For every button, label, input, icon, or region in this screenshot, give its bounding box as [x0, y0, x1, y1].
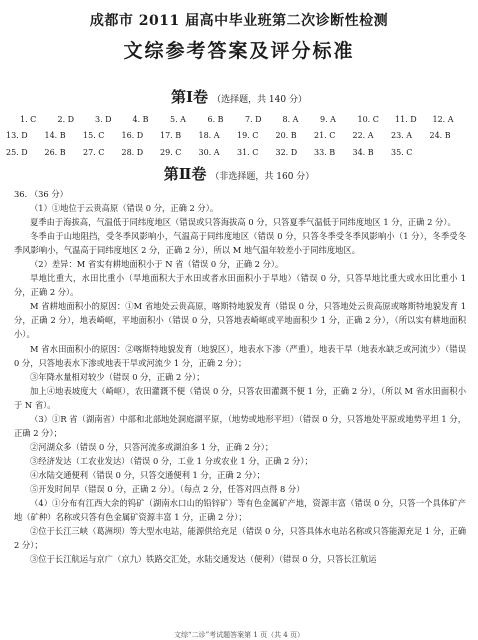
answer-item: 28. D [121, 148, 144, 157]
answer-item: 12. A [432, 115, 454, 124]
answer-item: 3. D [95, 115, 112, 124]
answer-paragraph: 旱地比重大，水田比重小（旱地面积大于水田或者水田面积小于旱地）（错误 0 分，只答旱地比重大或水田比重小 1 分，正确 2 分）。 [14, 273, 466, 298]
answer-paragraph: 冬季由于山地阻挡，受冬季风影响小，气温高于同纬度地区（错误 0 分，只答冬季受冬季风影响小（1 分），冬季受冬季风影响小，气温高于同纬度地区 2 分，正确 2 分），所以 M 地气温年较差小于同纬度地区。 [14, 231, 466, 256]
answer-paragraph: （1）①地位于云贵高原（错误 0 分，正确 2 分）。 [30, 203, 219, 214]
answer-paragraph: ③位于长江航运与京广（京九）铁路交汇处，水陆交通发达（便利）（错误 0 分，只答长江航运 [30, 554, 377, 565]
answer-paragraph: 夏季由于海拔高，气温低于同纬度地区（错误或只答海拔高 0 分，只答夏季气温低于同纬度地区 1 分，正确 2 分）。 [30, 217, 456, 228]
section-1-note: （选择题，共 140 分） [212, 95, 307, 105]
answer-paragraph: ⑤开发时间早（错误 0 分，正确 2 分）。（每点 2 分，任答对四点得 8 分） [30, 483, 305, 494]
page-footer: 文综“二诊”考试题答案第 1 页（共 4 页） [174, 631, 304, 639]
answer-paragraph: M 省耕地面积小的原因：①M 省地处云贵高原，喀斯特地貌发育（错误 0 分，只答地处云贵高原或喀斯特地貌发育 1 分，正确 2 分），地表崎岖，平地面积小（错误 0 分，只答地表崎岖或平地面积少 1 分，正确 2 分），（所以实有耕地面积小）。 [14, 301, 466, 340]
section-2-heading [0, 163, 478, 184]
answer-paragraph: ③年降水量相对较少（错误 0 分，正确 2 分）； [30, 371, 205, 382]
document-title: 文综参考答案及评分标准 [123, 40, 355, 62]
answer-item: 11. D [395, 115, 417, 124]
question-number: 36. （36 分） [14, 189, 68, 199]
answer-item: 10. C [357, 115, 379, 124]
answer-item: 9. A [320, 115, 336, 124]
answer-item: 6. B [207, 115, 224, 124]
answer-item: 4. B [132, 115, 149, 124]
answer-item: 35. C [391, 148, 413, 157]
answer-item: 18. A [198, 131, 220, 140]
answer-item: 17. B [160, 131, 182, 140]
answer-item: 8. A [282, 115, 299, 124]
answer-item: 34. B [352, 148, 374, 157]
answer-item: 5. A [170, 115, 186, 124]
answer-paragraph: （4）①分布有江西大余的钨矿（湖南水口山的铅锌矿）等有色金属矿产地，资源丰富（错误 0 分，只答一个具体矿产地（矿种）名称或只答有色金属矿资源丰富 1 分，正确 2 分）； [14, 498, 466, 523]
section-1-heading [0, 86, 478, 107]
answer-item: 30. A [198, 148, 220, 157]
answer-paragraph: （2）差异：M 省实有耕地面积小于 N 省（错误 0 分，正确 2 分）。 [30, 259, 284, 270]
answer-item: 26. B [44, 148, 66, 157]
answer-item: 25. D [6, 148, 28, 157]
answer-item: 7. D [245, 115, 262, 124]
answer-paragraph: 加上④地表坡度大（崎岖），农田灌溉不便（错误 0 分，只答农田灌溉不便 1 分，正确 2 分），（所以 M 省水田面积小于 N 省）。 [14, 385, 466, 410]
section-2-name: 第Ⅱ卷 [163, 165, 207, 183]
exam-title: 成都市 2011 届高中毕业班第二次诊断性检测 [89, 13, 389, 29]
answer-item: 33. B [314, 148, 336, 157]
answer-item: 2. D [57, 115, 75, 124]
answer-item: 22. A [352, 131, 374, 140]
answer-item: 23. A [391, 131, 413, 140]
section-1-name: 第Ⅰ卷 [171, 88, 209, 106]
answer-paragraph: ③经济发达（工农业发达）（错误 0 分，工业 1 分或农业 1 分，正确 2 分）； [30, 455, 313, 466]
answer-item: 24. B [429, 131, 451, 140]
answer-item: 1. C [20, 115, 37, 124]
answer-item: 31. C [237, 148, 259, 157]
section-2-note: （非选择题，共 160 分） [210, 172, 315, 182]
answer-item: 16. D [121, 131, 144, 140]
answer-item: 29. C [160, 148, 182, 157]
answer-item: 13. D [6, 131, 28, 140]
answer-paragraph: ④水陆交通便利（错误 0 分，只答交通便利 1 分，正确 2 分）； [30, 469, 265, 480]
answer-paragraph: （3）①R 省（湖南省）中部和北部地处洞庭湖平原，（地势或地形平坦）（错误 0 分，只答地处平原或地势平坦 1 分，正确 2 分）； [14, 413, 466, 438]
answer-item: 21. C [314, 131, 336, 140]
answer-paragraph: ②位于长江三峡（葛洲坝）等大型水电站，能源供给充足（错误 0 分，只答具体水电站名称或只答能源充足 1 分，正确 2 分）； [14, 526, 466, 551]
answer-body [14, 187, 466, 566]
answer-item: 14. B [44, 131, 66, 140]
answer-item: 20. B [275, 131, 297, 140]
answer-paragraph: M 省水田面积小的原因：②喀斯特地貌发育（地貌区），地表水下渗（严重），地表干旱（地表水缺乏或河流少）（错误 0 分，只答地表水下渗或地表干旱或河流少 1 分，正确 2 分）； [14, 343, 466, 368]
answer-paragraph: ②河湖众多（错误 0 分，只答河流多或湖泊多 1 分，正确 2 分）； [30, 441, 274, 452]
answer-item: 15. C [83, 131, 105, 140]
answer-item: 19. C [237, 131, 259, 140]
answer-item: 32. D [275, 148, 298, 157]
answer-item: 27. C [83, 148, 105, 157]
